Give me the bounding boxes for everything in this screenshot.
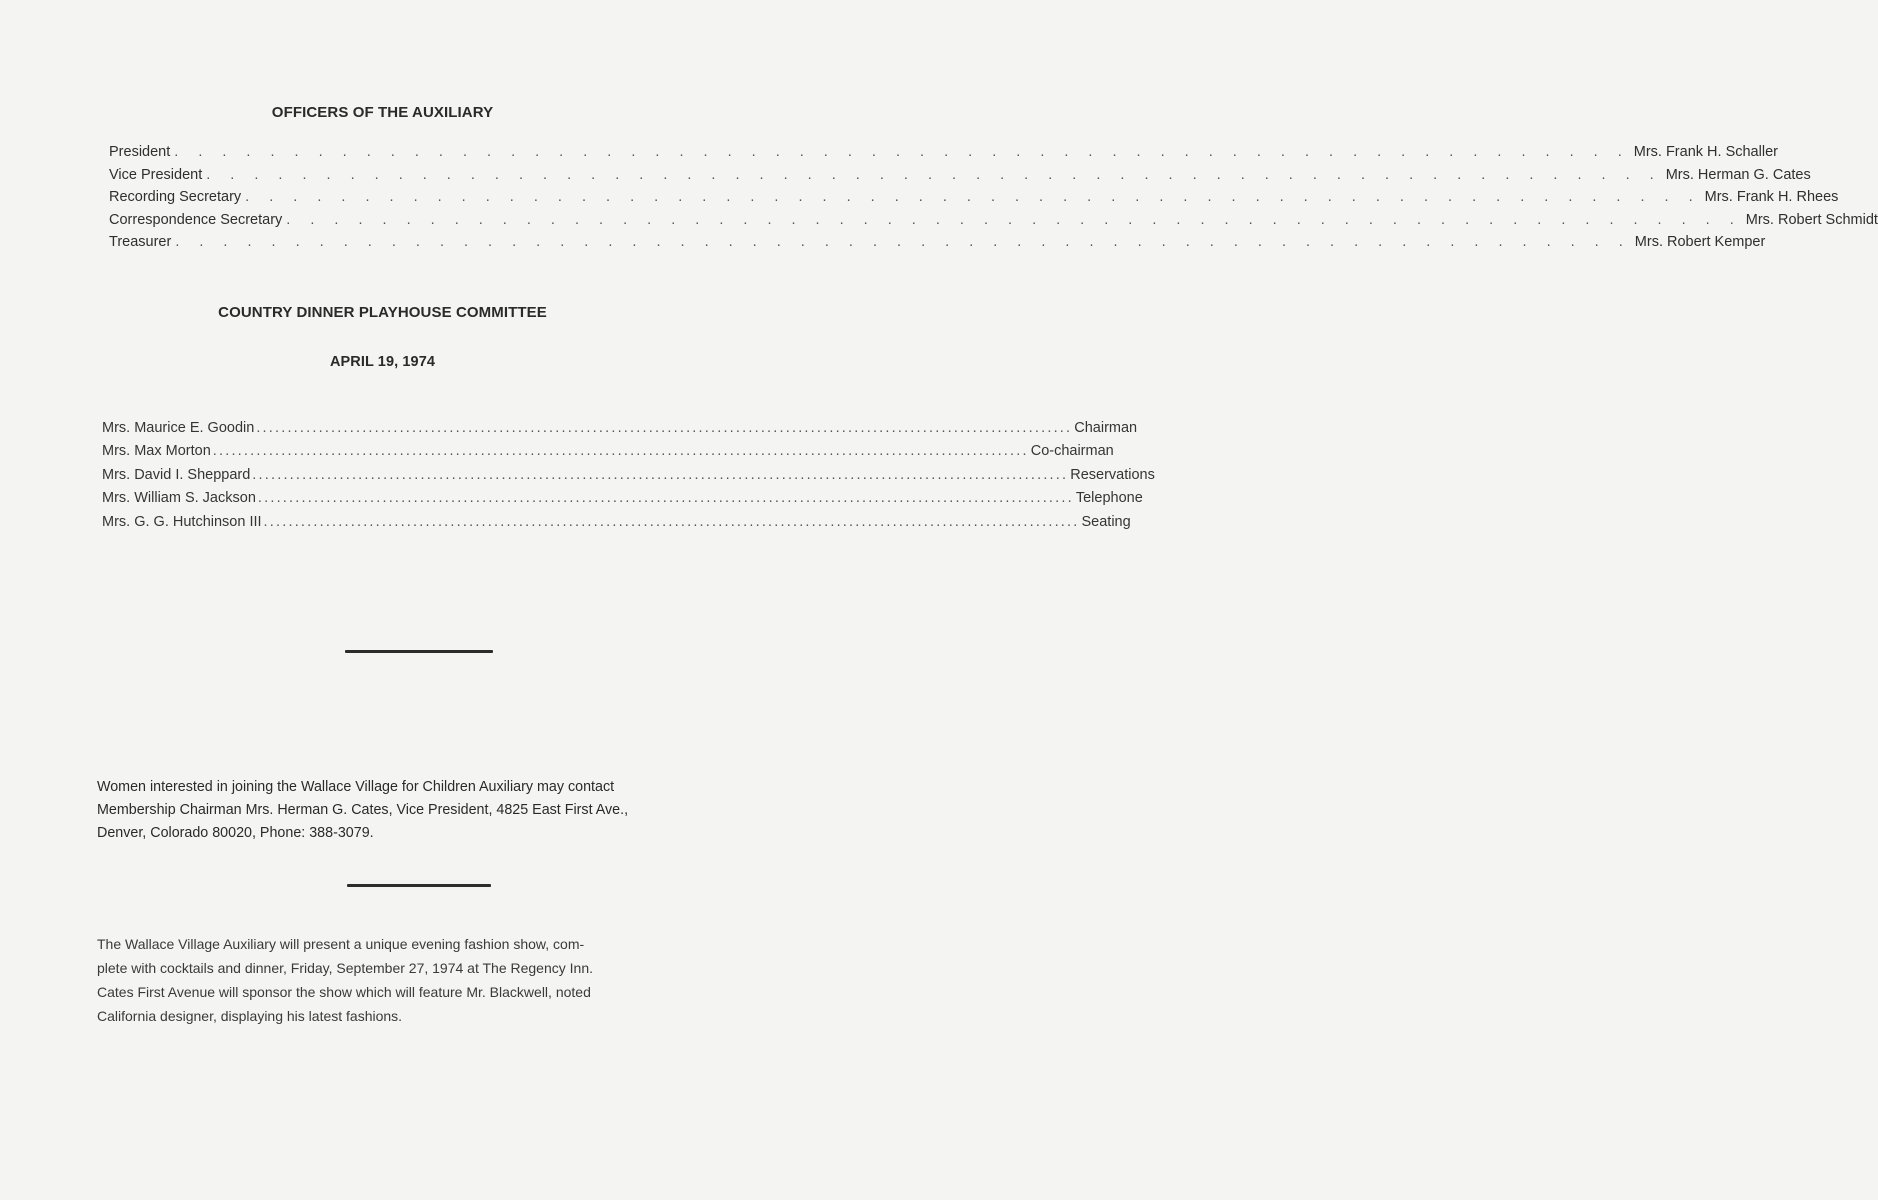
- dot-leader: . . . . . . . . . . . . . . . . . . . . . . . . . . . . . . . . . . . . . . . . . . . . . . . . . . . . . . . . . . . . .: [286, 211, 1742, 228]
- notice-line: The Wallace Village Auxiliary will present a unique evening fashion show, com-: [97, 936, 585, 952]
- membership-notice: [97, 776, 747, 845]
- committee-row: [102, 490, 1143, 513]
- committee-row: [102, 443, 1114, 466]
- committee-row: [102, 420, 1138, 443]
- notice-line: Membership Chairman Mrs. Herman G. Cates, Vice President, 4825 East First Ave.,: [97, 802, 629, 818]
- officer-name: Mrs. Frank H. Schaller: [1633, 144, 1778, 160]
- officer-name: Mrs. Robert Kemper: [1634, 234, 1766, 250]
- notice-line: Denver, Colorado 80020, Phone: 388-3079.: [97, 825, 374, 841]
- committee-row: [102, 513, 1131, 537]
- section-divider: [345, 650, 493, 653]
- member-name: Mrs. Maurice E. Goodin: [102, 420, 255, 436]
- member-name: Mrs. Max Morton: [102, 443, 211, 460]
- officer-name: Mrs. Herman G. Cates: [1665, 166, 1811, 183]
- officer-role: President: [109, 144, 171, 160]
- dot-leader: . . . . . . . . . . . . . . . . . . . . . . . . . . . . . . . . . . . . . . . . . . . . . . . . . . . . . . . . . . . . .: [174, 144, 1630, 160]
- dot-leader: . . . . . . . . . . . . . . . . . . . . . . . . . . . . . . . . . . . . . . . . . . . . . . . . . . . . . . . . . . . . .: [175, 234, 1631, 250]
- member-name: Mrs. David I. Sheppard: [102, 466, 251, 483]
- officer-row: [109, 211, 1878, 235]
- officer-role: Recording Secretary: [109, 189, 242, 205]
- member-name: Mrs. William S. Jackson: [102, 490, 256, 507]
- officers-heading: OFFICERS OF THE AUXILIARY: [271, 104, 494, 121]
- officer-name: Mrs. Robert Schmidt: [1745, 211, 1878, 228]
- officer-name: Mrs. Frank H. Rhees: [1704, 189, 1839, 205]
- member-role: Seating: [1081, 513, 1131, 530]
- officer-role: Correspondence Secretary: [109, 211, 283, 228]
- notice-line: plete with cocktails and dinner, Friday, September 27, 1974 at The Regency Inn.: [97, 960, 593, 976]
- officer-role: Vice President: [109, 166, 203, 183]
- officer-role: Treasurer: [109, 234, 172, 250]
- member-role: Telephone: [1075, 490, 1143, 507]
- member-name: Mrs. G. G. Hutchinson III: [102, 513, 262, 530]
- dot-leader: ...................................................................................................................................: [263, 513, 1080, 530]
- member-role: Co-chairman: [1030, 443, 1114, 460]
- committee-row: [102, 466, 1155, 490]
- committee-date: APRIL 19, 1974: [329, 354, 436, 370]
- notice-line: Cates First Avenue will sponsor the show which will feature Mr. Blackwell, noted: [97, 984, 591, 1000]
- fashion-show-notice: [97, 932, 747, 1028]
- dot-leader: ...................................................................................................................................: [252, 466, 1069, 483]
- dot-leader: . . . . . . . . . . . . . . . . . . . . . . . . . . . . . . . . . . . . . . . . . . . . . . . . . . . . . . . . . . . . .: [245, 189, 1701, 205]
- dot-leader: ...................................................................................................................................: [212, 443, 1029, 460]
- officer-row: [109, 189, 1839, 212]
- dot-leader: ...................................................................................................................................: [257, 490, 1074, 507]
- member-role: Reservations: [1070, 466, 1155, 483]
- officer-row: [109, 234, 1766, 257]
- officer-row: [109, 166, 1811, 190]
- officers-list: [109, 144, 1878, 257]
- committee-list: [102, 420, 1155, 537]
- notice-line: California designer, displaying his latest fashions.: [97, 1008, 403, 1024]
- dot-leader: . . . . . . . . . . . . . . . . . . . . . . . . . . . . . . . . . . . . . . . . . . . . . . . . . . . . . . . . . . . . .: [206, 166, 1662, 183]
- committee-heading: COUNTRY DINNER PLAYHOUSE COMMITTEE: [218, 304, 547, 321]
- section-divider: [347, 884, 491, 887]
- dot-leader: ...................................................................................................................................: [256, 420, 1073, 436]
- member-role: Chairman: [1074, 420, 1138, 436]
- notice-line: Women interested in joining the Wallace Village for Children Auxiliary may contact: [97, 779, 615, 795]
- officer-row: [109, 144, 1778, 167]
